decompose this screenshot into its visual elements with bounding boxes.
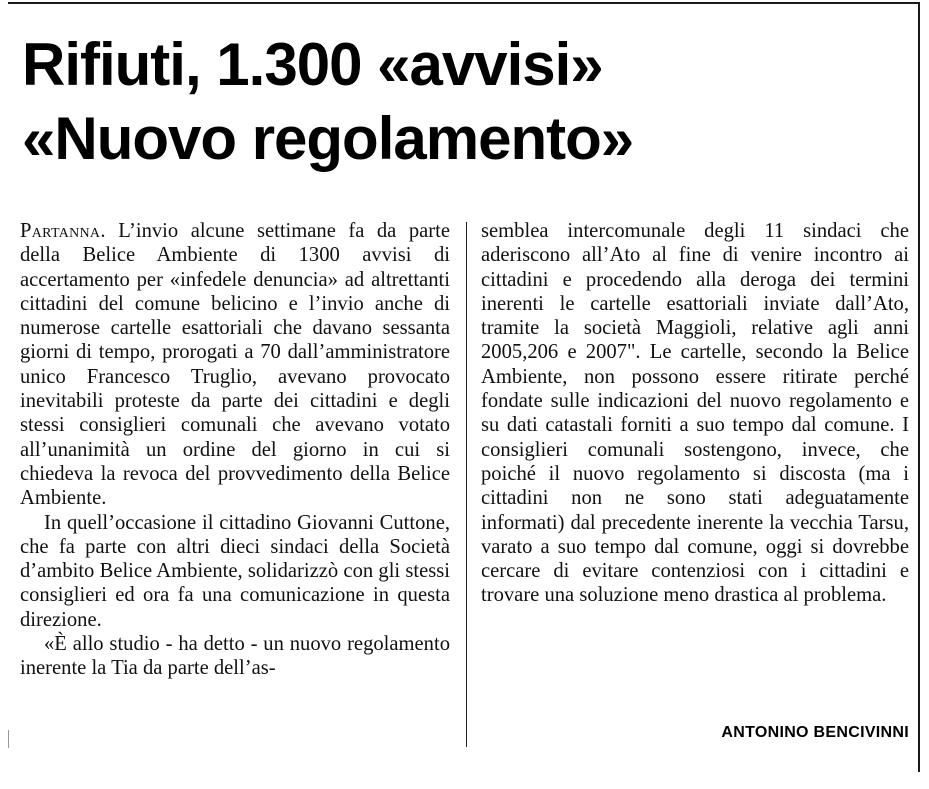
dateline: Partanna. xyxy=(20,220,106,242)
headline-line-2: «Nuovo regolamento» xyxy=(22,105,634,172)
paragraph-1-text: L’invio alcune settimane fa da parte della Belice Ambiente di 1300 avvisi di accertamento per «infedele denuncia» ad altrettanti cittadini del comune belicino e l’invio anche di numerose cartelle esattoriali che davano sessanta giorni di tempo, prorogati a 70 dall’amministratore unico Francesco Truglio, avevano provocato inevitabili proteste da parte dei cittadini e degli stessi consiglieri comunali che avevano votato all’unanimità un ordine del giorno in cui si chiedeva la revoca del provvedimento della Belice Ambiente. xyxy=(20,220,450,510)
byline: ANTONINO BENCIVINNI xyxy=(721,724,909,741)
paragraph-continued: semblea intercomunale degli 11 sindaci che aderiscono all’Ato al fine di venire incontro ai cittadini e procedendo alla deroga dei termini inerenti le cartelle esattoriali inviate dall’Ato, tramite la società Maggioli, relative agli anni 2005,206 e 2007". Le cartelle, secondo la Belice Ambiente, non possono essere ritirate perché fondate sulle indicazioni del nuovo regolamento e su dati catastali forniti a suo tempo dal comune. I consiglieri comunali sostengono, invece, che poiché il nuovo regolamento si discosta (ma i cittadini non ne sono stati adeguatamente informati) dal precedente inerente la vecchia Tarsu, varato a suo tempo dal comune, oggi si dovrebbe cercare di evitare contenziosi con i cittadini e trovare una soluzione meno drastica al problema. xyxy=(481,220,909,607)
top-rule xyxy=(8,2,918,4)
headline xyxy=(22,28,902,176)
paragraph-3: «È allo studio - ha detto - un nuovo regolamento inerente la Tia da parte dell’as- xyxy=(20,633,450,680)
right-column xyxy=(481,219,909,608)
left-column xyxy=(20,219,450,681)
headline-line-1: Rifiuti, 1.300 «avvisi» xyxy=(22,31,603,98)
left-rule xyxy=(8,730,9,748)
right-rule xyxy=(918,2,920,772)
column-divider xyxy=(466,222,467,747)
paragraph-1 xyxy=(20,219,450,511)
paragraph-2: In quell’occasione il cittadino Giovanni Cuttone, che fa parte con altri dieci sindaci della Società d’ambito Belice Ambiente, solidarizzò con gli stessi consiglieri ed ora fa una comunicazione in questa direzione. xyxy=(20,511,450,631)
